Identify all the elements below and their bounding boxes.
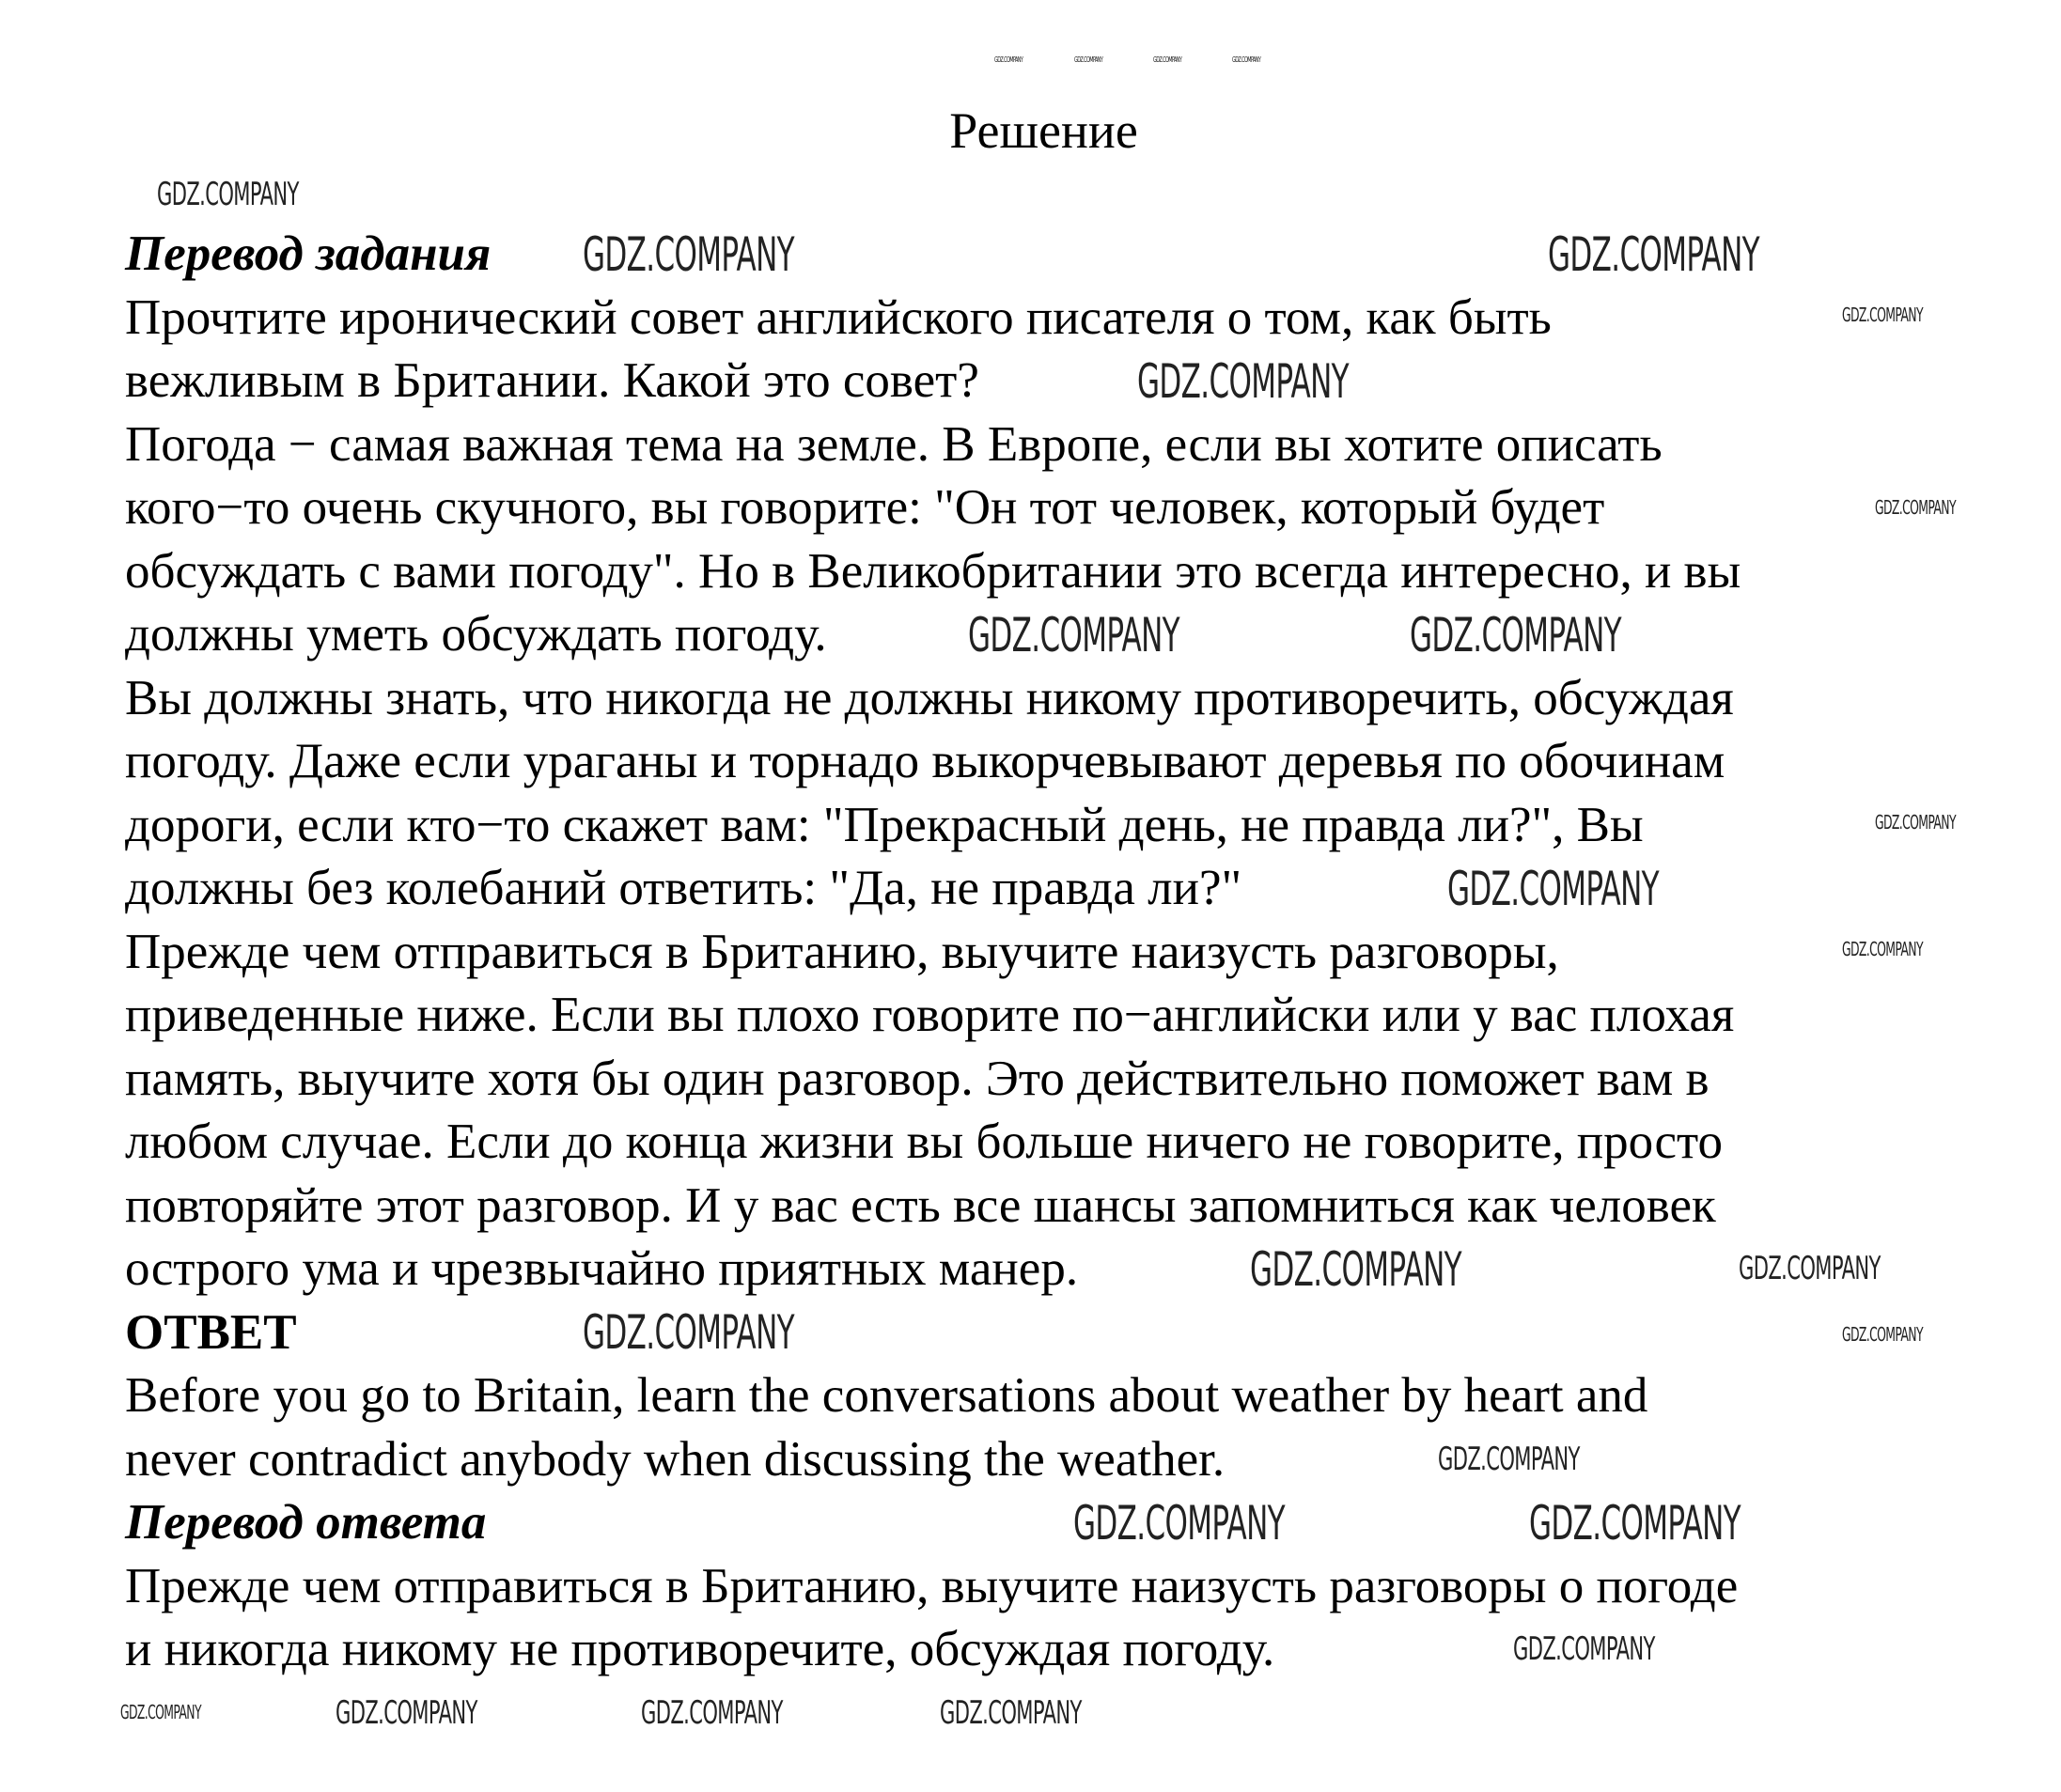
- watermark: GDZ.COMPANY: [1250, 1242, 1462, 1297]
- text-line: должны уметь обсуждать погоду.: [125, 607, 827, 662]
- text-line: Прочтите иронический совет английского писателя о том, как быть: [125, 289, 1552, 345]
- text-line: кого−то очень скучного, вы говорите: "Он тот человек, который будет: [125, 480, 1605, 535]
- text-line: должны без колебаний ответить: "Да, не правда ли?": [125, 861, 1242, 915]
- watermark: GDZ.COMPANY: [1739, 1250, 1881, 1287]
- watermark: GDZ.COMPANY: [1842, 938, 1923, 960]
- watermark: GDZ.COMPANY: [336, 1694, 477, 1732]
- watermark: GDZ.COMPANY: [1074, 55, 1103, 64]
- watermark: GDZ.COMPANY: [1529, 1496, 1741, 1550]
- watermark: GDZ.COMPANY: [1447, 862, 1660, 916]
- watermark: GDZ.COMPANY: [1137, 354, 1350, 409]
- translation-line: Прежде чем отправиться в Британию, выучите наизусть разговоры о погоде: [125, 1558, 1739, 1613]
- text-line: Погода − самая важная тема на земле. В Европе, если вы хотите описать: [125, 416, 1663, 472]
- watermark: GDZ.COMPANY: [940, 1694, 1082, 1732]
- watermark: GDZ.COMPANY: [157, 176, 299, 213]
- watermark: GDZ.COMPANY: [1842, 304, 1923, 326]
- text-line: погоду. Даже если ураганы и торнадо выкорчевывают деревья по обочинам: [125, 734, 1725, 788]
- section-heading-answer-translation: Перевод ответа: [125, 1495, 487, 1550]
- watermark: GDZ.COMPANY: [1410, 608, 1622, 662]
- text-line: дороги, если кто−то скажет вам: "Прекрасный день, не правда ли?", Вы: [125, 797, 1644, 852]
- watermark: GDZ.COMPANY: [1842, 1323, 1923, 1346]
- watermark: GDZ.COMPANY: [1548, 227, 1760, 282]
- watermark: GDZ.COMPANY: [1153, 55, 1182, 64]
- watermark: GDZ.COMPANY: [583, 1305, 795, 1360]
- watermark: GDZ.COMPANY: [968, 608, 1180, 662]
- text-line: повторяйте этот разговор. И у вас есть все шансы запомниться как человек: [125, 1177, 1716, 1233]
- text-line: острого ума и чрезвычайно приятных манер.: [125, 1241, 1079, 1296]
- section-heading-task-translation: Перевод задания: [125, 226, 492, 281]
- page-title: Решение: [949, 102, 1138, 159]
- watermark: GDZ.COMPANY: [1875, 496, 1956, 519]
- answer-heading: ОТВЕТ: [125, 1304, 297, 1360]
- watermark: GDZ.COMPANY: [583, 227, 795, 282]
- text-line: Прежде чем отправиться в Британию, выучите наизусть разговоры,: [125, 924, 1559, 979]
- watermark: GDZ.COMPANY: [1438, 1441, 1580, 1478]
- answer-line: never contradict anybody when discussing the weather.: [125, 1431, 1226, 1487]
- text-line: вежливым в Британии. Какой это совет?: [125, 353, 979, 408]
- watermark: GDZ.COMPANY: [1875, 811, 1956, 834]
- text-line: обсуждать с вами погоду". Но в Великобритании это всегда интересно, и вы: [125, 543, 1741, 599]
- text-line: Вы должны знать, что никогда не должны никому противоречить, обсуждая: [125, 670, 1734, 725]
- watermark: GDZ.COMPANY: [1513, 1630, 1655, 1668]
- text-line: память, выучите хотя бы один разговор. Это действительно поможет вам в: [125, 1051, 1710, 1106]
- watermark: GDZ.COMPANY: [994, 55, 1023, 64]
- watermark: GDZ.COMPANY: [641, 1694, 783, 1732]
- text-line: любом случае. Если до конца жизни вы больше ничего не говорите, просто: [125, 1114, 1723, 1169]
- watermark: GDZ.COMPANY: [120, 1701, 201, 1723]
- answer-line: Before you go to Britain, learn the conversations about weather by heart and: [125, 1368, 1648, 1423]
- text-line: приведенные ниже. Если вы плохо говорите по−английски или у вас плохая: [125, 988, 1735, 1042]
- watermark: GDZ.COMPANY: [1073, 1496, 1286, 1550]
- translation-line: и никогда никому не противоречите, обсуждая погоду.: [125, 1622, 1275, 1676]
- watermark: GDZ.COMPANY: [1232, 55, 1261, 64]
